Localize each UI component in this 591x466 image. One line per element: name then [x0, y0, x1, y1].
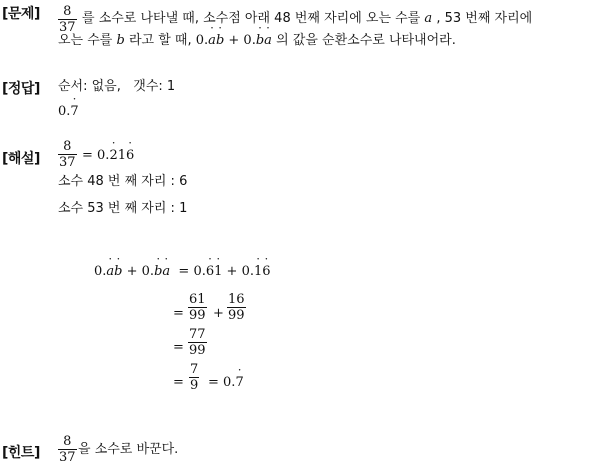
calc-row-2-plus: +	[213, 306, 224, 321]
problem-text: 의 값을 순환소수로 나타내어라.	[276, 33, 456, 48]
variable-a: a	[424, 11, 433, 26]
solution-fraction	[58, 139, 77, 170]
fraction-denominator: 37	[59, 450, 76, 465]
fraction-denominator: 99	[189, 308, 206, 323]
calc-digit: a ˙	[106, 264, 114, 279]
fraction-numerator: 8	[63, 434, 72, 449]
problem-fraction	[58, 4, 77, 35]
hint-fraction	[58, 434, 77, 465]
problem-text: 라고 할 때,	[128, 33, 192, 48]
answer-label: [정답]	[2, 81, 40, 97]
solution-digit-53: 소수 53 번 째 자리 : 1	[58, 201, 188, 216]
fraction-numerator: 61	[189, 292, 206, 307]
fraction-numerator: 16	[228, 292, 245, 307]
problem-label: [문제]	[2, 6, 40, 22]
variable-b: b	[116, 33, 125, 48]
answer-digit: 7 ˙	[70, 104, 78, 119]
calc-row-4-frac	[189, 362, 199, 393]
expr-part: + 0.	[228, 33, 256, 48]
expr-digit: b ˙	[216, 33, 224, 48]
calc-digit: b ˙	[154, 264, 162, 279]
calc-row-4-eq: =	[173, 375, 184, 390]
calc-lhs: 0.a ˙b ˙ + 0.b ˙a ˙ = 0.6 ˙1 ˙ + 0.1 ˙6 ˙	[94, 264, 271, 280]
fraction-numerator: 77	[189, 327, 206, 342]
calc-row-3-eq: =	[173, 340, 184, 355]
fraction-denominator: 9	[190, 378, 199, 393]
calc-row-2-eq: =	[173, 306, 184, 321]
calc-digit: 6 ˙	[206, 264, 214, 279]
answer-meta: 순서: 없음, 갯수: 1	[58, 79, 176, 94]
calc-row-2-frac-2	[227, 292, 246, 323]
fraction-denominator: 37	[59, 20, 76, 35]
calc-row-4-result	[208, 375, 244, 391]
expr-part: 0.	[195, 33, 209, 48]
calc-digit: 1 ˙	[254, 264, 262, 279]
problem-text: , 53 번째 자리에	[436, 11, 533, 26]
problem-line-2	[58, 33, 456, 49]
hint-label: [힌트]	[2, 445, 40, 461]
eq-digit: 6 ˙	[126, 148, 134, 163]
problem-expression	[196, 33, 272, 48]
calc-row-3-frac	[188, 327, 207, 358]
fraction-denominator: 99	[228, 308, 245, 323]
calc-digit: a ˙	[162, 264, 170, 279]
solution-label: [해설]	[2, 151, 40, 167]
fraction-denominator: 37	[59, 155, 76, 170]
calc-digit: b ˙	[114, 264, 122, 279]
expr-digit: a ˙	[208, 33, 216, 48]
eq-part: = 0.	[82, 148, 110, 163]
solution-digit-48: 소수 48 번 째 자리 : 6	[58, 174, 188, 189]
expr-digit: b ˙	[256, 33, 264, 48]
fraction-numerator: 8	[63, 139, 72, 154]
fraction-numerator: 7	[190, 362, 199, 377]
solution-equation	[82, 148, 134, 164]
fraction-denominator: 99	[189, 343, 206, 358]
hint-text: 을 소수로 바꾼다.	[78, 442, 179, 457]
problem-line-1	[82, 11, 532, 27]
calc-row-2-frac-1	[188, 292, 207, 323]
fraction-numerator: 8	[63, 4, 72, 19]
answer-value	[58, 104, 79, 120]
result-digit: 7 ˙	[235, 375, 243, 390]
eq-digit: 2 ˙	[109, 148, 117, 163]
calc-digit: 1 ˙	[214, 264, 222, 279]
eq-digit: 1	[117, 148, 126, 163]
calc-digit: 6 ˙	[262, 264, 270, 279]
problem-text: 오는 수를	[58, 33, 113, 48]
result-prefix: = 0.	[208, 375, 236, 390]
expr-digit: a ˙	[264, 33, 272, 48]
answer-prefix: 0.	[58, 104, 71, 119]
problem-text: 를 소수로 나타낼 때, 소수점 아래 48 번째 자리에 오는 수를	[82, 11, 421, 26]
